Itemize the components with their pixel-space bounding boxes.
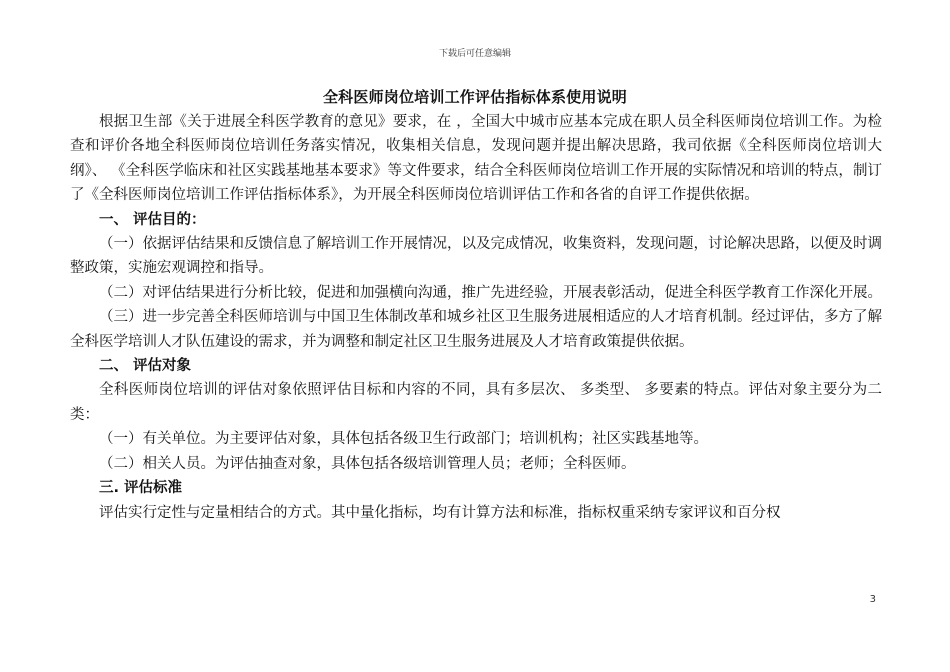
section1-item-1: （一）依据评估结果和反馈信息了解培训工作开展情况，以及完成情况，收集资料，发现问题，讨论解决思路，以便及时调整政策，实施宏观调控和指导。 [70, 236, 882, 277]
document-body [70, 110, 882, 525]
header-note: 下载后可任意编辑 [438, 49, 511, 59]
section3-heading: 三. 评估标准 [99, 480, 183, 497]
page-number: 3 [869, 594, 876, 605]
section1-item-3: （三）进一步完善全科医师培训与中国卫生体制改革和城乡社区卫生服务进展相适应的人才培育机制。经过评估，多方了解全科医学培训人才队伍建设的需求，并为调整和制定社区卫生服务进展及人才培育政策提供依据。 [70, 309, 882, 350]
section3-body: 评估实行定性与定量相结合的方式。其中量化指标，均有计算方法和标准，指标权重采纳专家评议和百分权 [99, 504, 781, 521]
section2-heading: 二、 评估对象 [99, 358, 192, 375]
section1-heading: 一、 评估目的： [99, 211, 206, 228]
section2-item-1: （一）有关单位。为主要评估对象，具体包括各级卫生行政部门；培训机构；社区实践基地等。 [99, 431, 708, 448]
section2-body: 全科医师岗位培训的评估对象依照评估目标和内容的不同，具有多层次、 多类型、 多要素的特点。评估对象主要分为二类： [70, 382, 882, 423]
section2-item-2: （二）相关人员。为评估抽查对象，具体包括各级培训管理人员；老师；全科医师。 [99, 455, 636, 472]
section1-item-2: （二）对评估结果进行分析比较，促进和加强横向沟通，推广先进经验，开展表彰活动，促进全科医学教育工作深化开展。 [99, 284, 882, 301]
document-title: 全科医师岗位培训工作评估指标体系使用说明 [322, 88, 627, 106]
intro-paragraph: 根据卫生部《关于进展全科医学教育的意见》要求，在 ，全国大中城市应基本完成在职人员全科医师岗位培训工作。为检查和评价各地全科医师岗位培训任务落实情况，收集相关信息，发现问题并提出解决思路，我司依据《全科医师岗位培训大纲》、 《全科医学临床和社区实践基地基本要求》等文件要求，结合全科医师岗位培训工作开展的实际情况和培训的特点，制订了《全科医师岗位培训工作评估指标体系》，为开展全科医师岗位培训评估工作和各省的自评工作提供依据。 [70, 114, 882, 204]
